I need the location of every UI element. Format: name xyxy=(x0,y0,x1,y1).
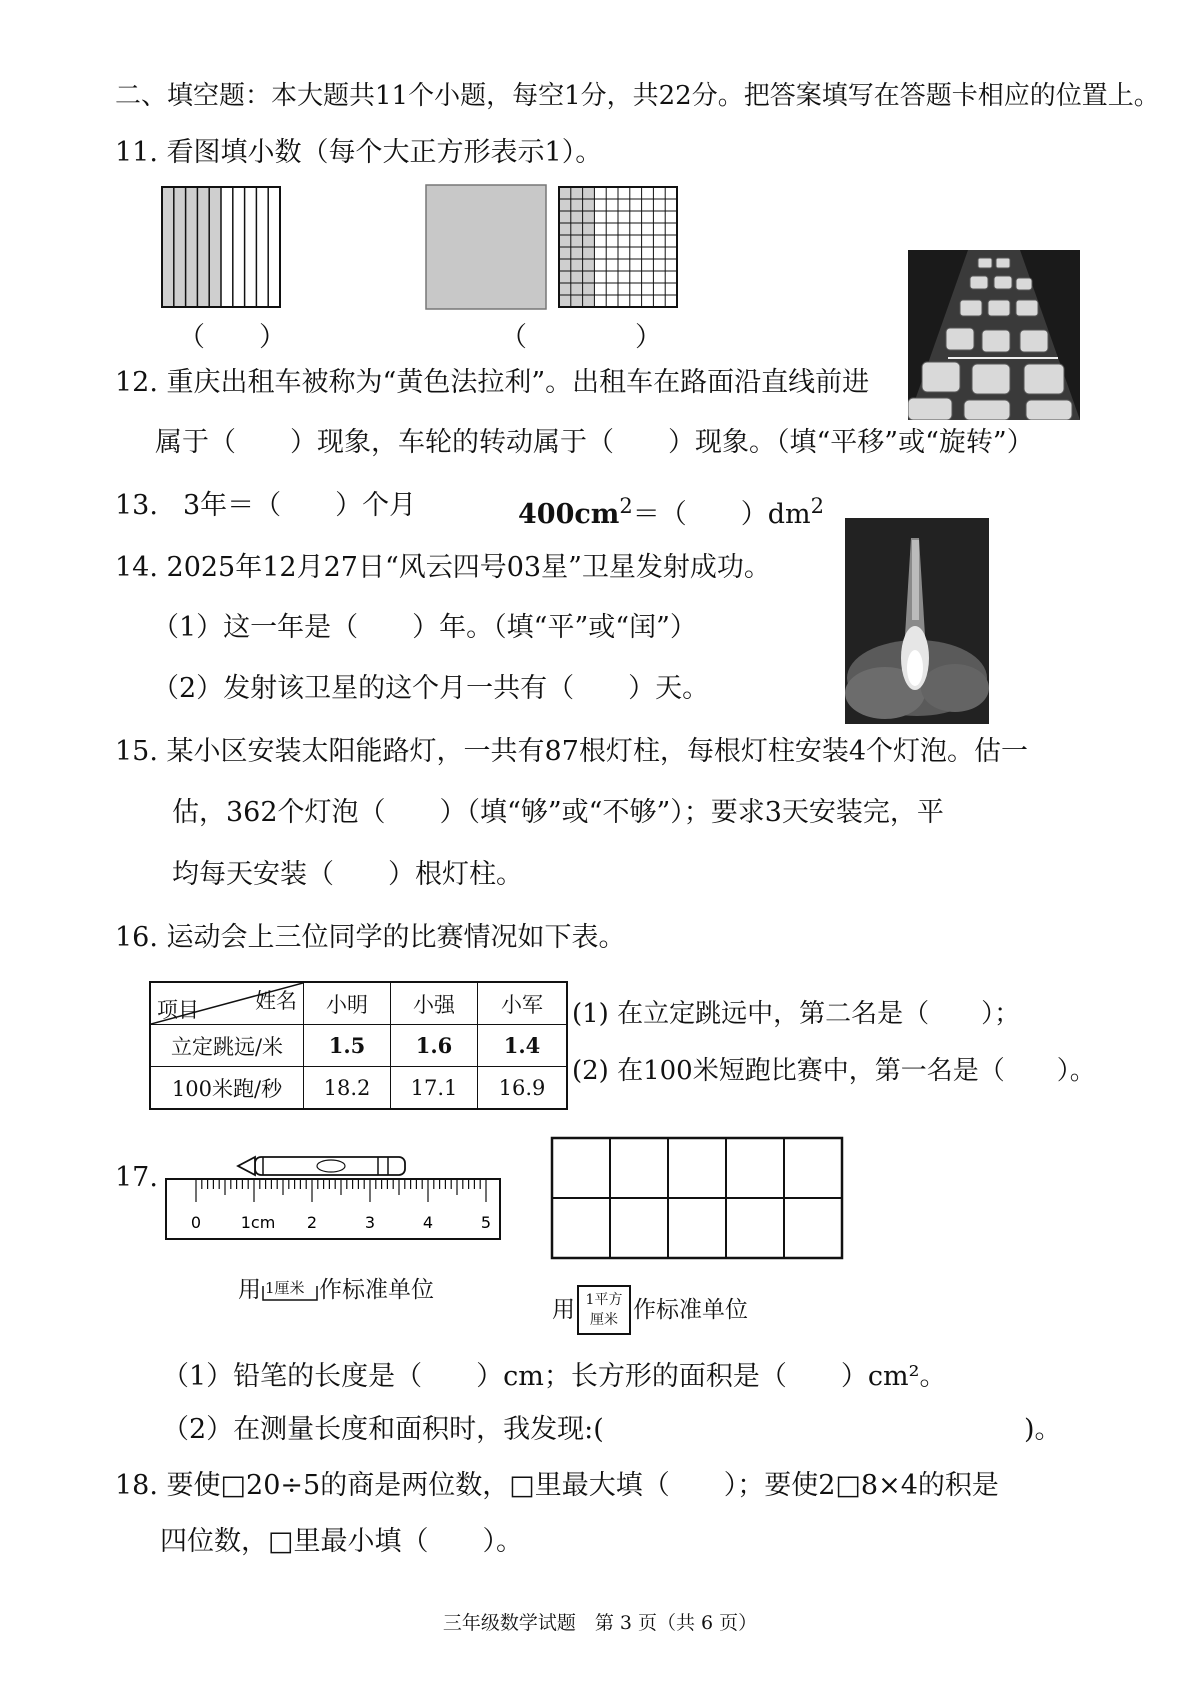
q16-sub2: (2) 在100米短跑比赛中，第一名是（ ）。 xyxy=(572,1056,1096,1086)
ruler-label: 4 xyxy=(422,1213,434,1232)
q12-line2: 属于（ ）现象，车轮的转动属于（ ）现象。（填“平移”或“旋转”） xyxy=(155,427,1034,458)
unit-area-label-line1: 1平方 xyxy=(585,1292,623,1308)
ruler-label: 2 xyxy=(306,1213,318,1232)
q17-sub1: （1）铅笔的长度是（ ）cm；长方形的面积是（ ）cm²。 xyxy=(162,1361,947,1392)
table-row xyxy=(150,1067,567,1110)
q15-line1: 15. 某小区安装太阳能路灯，一共有87根灯柱，每根灯柱安装4个灯泡。估一 xyxy=(115,736,1029,767)
q18-line2: 四位数，□里最小填（ ）。 xyxy=(160,1526,524,1557)
rocket-launch-photo-icon xyxy=(845,518,989,724)
q18-line1: 18. 要使□20÷5的商是两位数，□里最大填（ ）；要使2□8×4的积是 xyxy=(115,1470,999,1501)
q15-line2: 估，362个灯泡（ ）（填“够”或“不够”）；要求3天安装完，平 xyxy=(172,797,944,828)
q13-part1: 3年＝（ ）个月 xyxy=(183,490,417,521)
area-grid xyxy=(550,1136,846,1264)
unit-area-label-line2: 厘米 xyxy=(590,1312,618,1328)
section-header: 二、填空题：本大题共11个小题，每空1分，共22分。把答案填写在答题卡相应的位置上。 xyxy=(115,81,1160,111)
q12-line1: 12. 重庆出租车被称为“黄色法拉利”。出租车在路面沿直线前进 xyxy=(115,367,870,398)
unit-area-box xyxy=(577,1285,631,1335)
table-cell: 17.1 xyxy=(391,1067,478,1110)
ruler-label: 5 xyxy=(480,1213,492,1232)
page-footer: 三年级数学试题 第 3 页（共 6 页） xyxy=(442,1612,758,1634)
ruler-label: 3 xyxy=(364,1213,376,1232)
corner-top-label: 姓名 xyxy=(255,989,297,1013)
q16-sub1: (1) 在立定跳远中，第二名是（ ）； xyxy=(572,999,1021,1029)
q13-part2-rest: ＝（ ）dm xyxy=(632,499,811,530)
table-cell: 18.2 xyxy=(304,1067,391,1110)
q16-stem: 16. 运动会上三位同学的比赛情况如下表。 xyxy=(115,922,626,953)
unit-length-caption xyxy=(238,1272,434,1308)
table-cell: 1.4 xyxy=(478,1025,568,1067)
unit-length-suffix: 作标准单位 xyxy=(319,1277,434,1303)
q11-figure-hundredths xyxy=(558,186,680,314)
q13-part2 xyxy=(518,488,824,533)
q13-part2-sup: 2 xyxy=(619,494,633,518)
table-row-label: 100米跑/秒 xyxy=(150,1067,304,1110)
table-corner-cell xyxy=(150,982,304,1025)
table-header-row xyxy=(150,982,567,1025)
ruler-label: 0 xyxy=(190,1213,202,1232)
unit-length-label: 1厘米 xyxy=(265,1279,305,1297)
q14-sub2: （2）发射该卫星的这个月一共有（ ）天。 xyxy=(152,673,710,704)
q14-sub1: （1）这一年是（ ）年。（填“平”或“闰”） xyxy=(152,612,697,643)
table-col-header: 小强 xyxy=(391,982,478,1025)
table-cell: 1.6 xyxy=(391,1025,478,1067)
table-row xyxy=(150,1025,567,1067)
unit-area-caption xyxy=(552,1285,748,1335)
q16-score-table xyxy=(149,981,568,1110)
table-row-label: 立定跳远/米 xyxy=(150,1025,304,1067)
q17-number: 17. xyxy=(115,1162,158,1193)
unit-area-prefix: 用 xyxy=(552,1297,575,1323)
unit-length-bracket xyxy=(261,1276,319,1306)
table-cell: 1.5 xyxy=(304,1025,391,1067)
q13-part2-value: 400cm xyxy=(518,499,620,530)
traffic-photo-icon xyxy=(908,250,1080,420)
table-col-header: 小军 xyxy=(478,982,568,1025)
unit-area-suffix: 作标准单位 xyxy=(633,1297,748,1323)
q11-blank-b: （ ） xyxy=(500,322,662,353)
q15-line3: 均每天安装（ ）根灯柱。 xyxy=(172,859,523,890)
pencil-icon xyxy=(238,1157,405,1175)
q11-blank-a: （ ） xyxy=(178,322,286,353)
q11-figure-full-square xyxy=(425,184,549,312)
q11-figure-tenths xyxy=(161,186,285,314)
q17-sub2-suffix: )。 xyxy=(1024,1414,1062,1445)
unit-length-prefix: 用 xyxy=(238,1277,261,1303)
q17-sub2-prefix: （2）在测量长度和面积时，我发现:( xyxy=(162,1414,604,1445)
table-col-header: 小明 xyxy=(304,982,391,1025)
q13-part2-sup2: 2 xyxy=(810,494,825,518)
q14-stem: 14. 2025年12月27日“风云四号03星”卫星发射成功。 xyxy=(115,552,771,583)
q13-number: 13. xyxy=(115,490,158,521)
corner-bottom-label: 项目 xyxy=(157,998,199,1022)
table-cell: 16.9 xyxy=(478,1067,568,1110)
q11-stem: 11. 看图填小数（每个大正方形表示1）。 xyxy=(115,137,603,168)
ruler-with-pencil xyxy=(163,1152,503,1242)
ruler-label: 1cm xyxy=(240,1213,276,1232)
